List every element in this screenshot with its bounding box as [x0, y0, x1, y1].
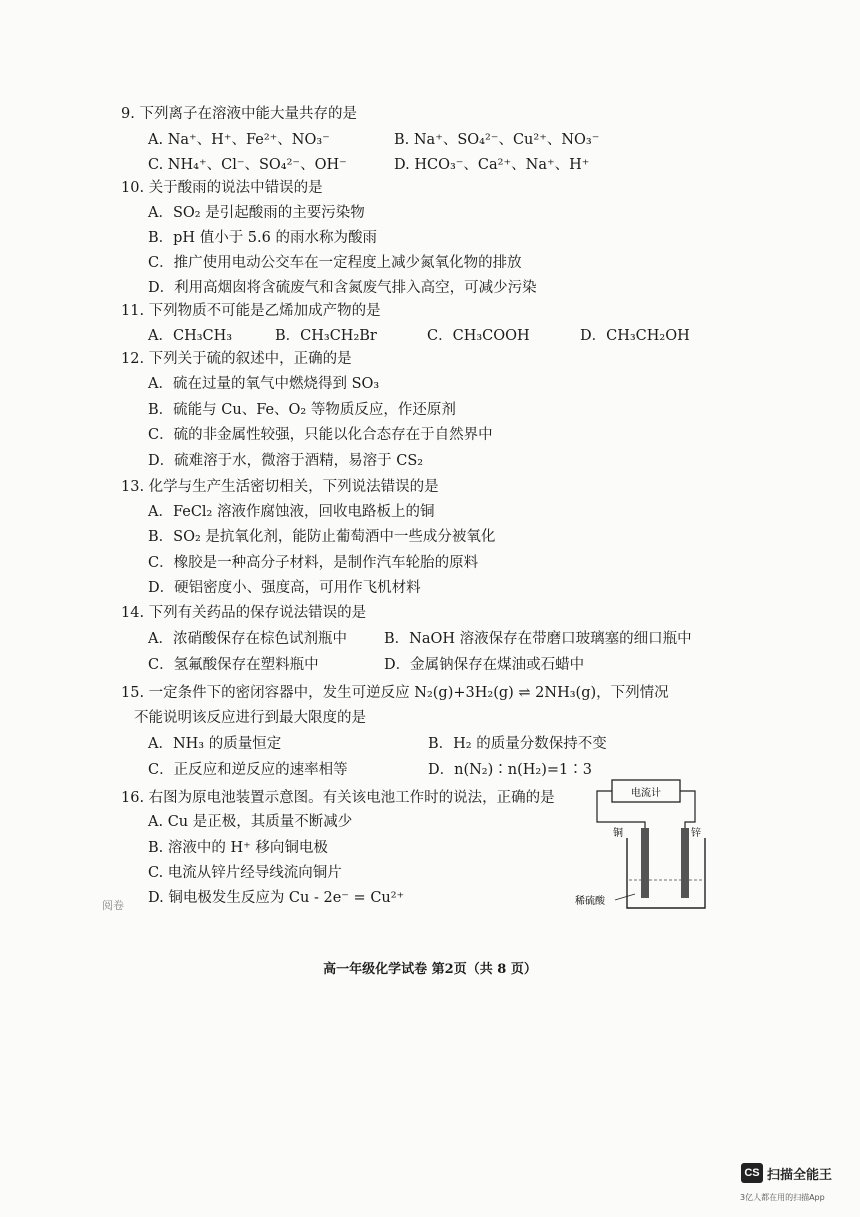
q12-option-a: A．硫在过量的氧气中燃烧得到 SO₃	[148, 376, 380, 392]
q10-option-d: D．利用高烟囱将含硫废气和含氮废气排入高空，可减少污染	[148, 280, 537, 296]
q13-option-b: B．SO₂ 是抗氧化剂，能防止葡萄酒中一些成分被氧化	[148, 529, 496, 545]
q13-option-a: A．FeCl₂ 溶液作腐蚀液，回收电路板上的铜	[148, 504, 435, 520]
q12-option-b: B．硫能与 Cu、Fe、O₂ 等物质反应，作还原剂	[148, 402, 456, 418]
q16-option-a: A. Cu 是正极，其质量不断减少	[148, 814, 353, 830]
q11-stem: 11. 下列物质不可能是乙烯加成产物的是	[121, 303, 381, 319]
q14-option-b: B．NaOH 溶液保存在带磨口玻璃塞的细口瓶中	[384, 631, 692, 647]
zinc-label: 锌	[691, 828, 701, 839]
q12-option-d: D．硫难溶于水，微溶于酒精，易溶于 CS₂	[148, 453, 424, 469]
q10-stem: 10. 关于酸雨的说法中错误的是	[121, 180, 323, 196]
copper-label: 铜	[613, 828, 623, 839]
q9-option-c: C. NH₄⁺、Cl⁻、SO₄²⁻、OH⁻	[148, 157, 347, 173]
q16-stem: 16. 右图为原电池装置示意图。有关该电池工作时的说法，正确的是	[121, 790, 555, 806]
q9-option-b: B. Na⁺、SO₄²⁻、Cu²⁺、NO₃⁻	[394, 132, 600, 148]
q11-option-b: B．CH₃CH₂Br	[275, 328, 377, 344]
q14-option-d: D．金属钠保存在煤油或石蜡中	[384, 657, 585, 673]
page-footer: 高一年级化学试卷 第2页（共 8 页）	[323, 962, 537, 977]
q16-option-b: B. 溶液中的 H⁺ 移向铜电极	[148, 840, 328, 856]
camscanner-tagline: 3亿人都在用的扫描App	[740, 1193, 825, 1202]
wire-right	[680, 791, 695, 828]
ammeter	[612, 780, 680, 802]
q9-option-d: D. HCO₃⁻、Ca²⁺、Na⁺、H⁺	[394, 157, 590, 173]
q15-option-c: C．正反应和逆反应的速率相等	[148, 762, 348, 778]
q14-option-a: A．浓硝酸保存在棕色试剂瓶中	[148, 631, 347, 647]
galvanic-cell-diagram	[575, 776, 715, 916]
q13-option-c: C．橡胶是一种高分子材料，是制作汽车轮胎的原料	[148, 555, 479, 571]
q10-option-a: A．SO₂ 是引起酸雨的主要污染物	[148, 205, 365, 221]
q12-stem: 12. 下列关于硫的叙述中，正确的是	[121, 351, 352, 367]
q15-stem-line1: 15. 一定条件下的密闭容器中，发生可逆反应 N₂(g)+3H₂(g) ⇌ 2NH₃(g)，下列情况	[121, 685, 669, 701]
q10-option-b: B．pH 值小于 5.6 的雨水称为酸雨	[148, 230, 377, 246]
beaker	[627, 838, 705, 908]
margin-note: 阅卷	[102, 899, 124, 912]
q16-option-d: D. 铜电极发生反应为 Cu - 2e⁻ = Cu²⁺	[148, 890, 405, 906]
q13-option-d: D．硬铝密度小、强度高，可用作飞机材料	[148, 580, 421, 596]
q9-stem: 9. 下列离子在溶液中能大量共存的是	[121, 106, 357, 122]
q15-option-b: B．H₂ 的质量分数保持不变	[428, 736, 607, 752]
q10-option-c: C．推广使用电动公交车在一定程度上减少氮氧化物的排放	[148, 255, 522, 271]
zinc-electrode	[681, 828, 689, 898]
copper-electrode	[641, 828, 649, 898]
q11-option-a: A．CH₃CH₃	[148, 328, 233, 344]
camscanner-name: 扫描全能王	[767, 1167, 833, 1183]
q11-option-d: D．CH₃CH₂OH	[580, 328, 690, 344]
ammeter-label: 电流计	[631, 788, 661, 799]
q15-option-a: A．NH₃ 的质量恒定	[148, 736, 282, 752]
acid-label: 稀硫酸	[575, 896, 605, 907]
q16-option-c: C. 电流从锌片经导线流向铜片	[148, 865, 342, 881]
q14-stem: 14. 下列有关药品的保存说法错误的是	[121, 605, 367, 621]
camscanner-logo	[741, 1163, 832, 1183]
q14-option-c: C．氢氟酸保存在塑料瓶中	[148, 657, 319, 673]
q11-option-c: C．CH₃COOH	[427, 328, 530, 344]
q9-option-a: A. Na⁺、H⁺、Fe²⁺、NO₃⁻	[148, 132, 330, 148]
camscanner-badge-icon: CS	[741, 1163, 763, 1183]
q12-option-c: C．硫的非金属性较强，只能以化合态存在于自然界中	[148, 427, 493, 443]
q13-stem: 13. 化学与生产生活密切相关，下列说法错误的是	[121, 479, 439, 495]
q15-stem-line2: 不能说明该反应进行到最大限度的是	[134, 710, 366, 726]
q15-option-d: D．n(N₂)∶n(H₂)=1∶3	[428, 762, 592, 778]
